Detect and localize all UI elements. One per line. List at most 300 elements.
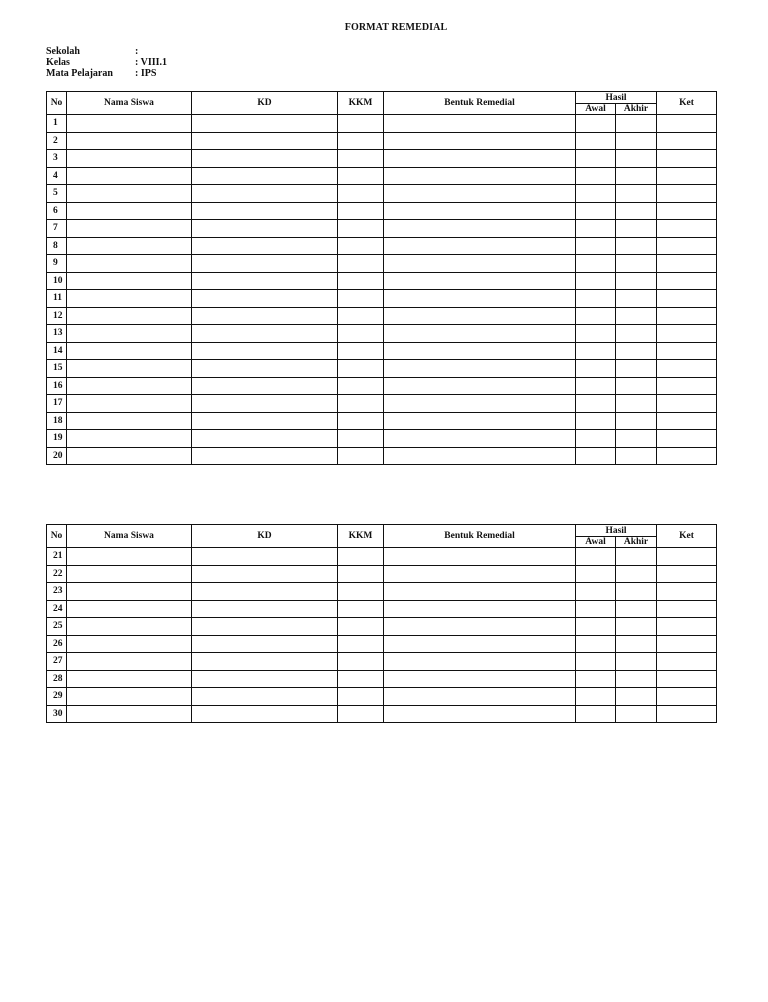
table-body-part2: [47, 548, 717, 723]
awal-cell: [576, 688, 616, 706]
kd-cell: [192, 255, 338, 273]
kkm-cell: [338, 202, 384, 220]
kd-cell: [192, 272, 338, 290]
nama-siswa-cell: [67, 447, 192, 465]
kkm-cell: [338, 618, 384, 636]
row-number: 14: [47, 342, 67, 360]
ket-cell: [657, 255, 717, 273]
info-value-mata-pelajaran: : IPS: [135, 68, 157, 79]
remedial-table-part1: [46, 91, 717, 465]
kd-cell: [192, 115, 338, 133]
akhir-cell: [616, 290, 657, 308]
bentuk-remedial-cell: [384, 167, 576, 185]
awal-cell: [576, 635, 616, 653]
kd-cell: [192, 412, 338, 430]
nama-siswa-cell: [67, 583, 192, 601]
row-number: 30: [47, 705, 67, 723]
bentuk-remedial-cell: [384, 272, 576, 290]
akhir-cell: [616, 583, 657, 601]
awal-cell: [576, 307, 616, 325]
ket-cell: [657, 688, 717, 706]
row-number: 22: [47, 565, 67, 583]
row-number: 20: [47, 447, 67, 465]
bentuk-remedial-cell: [384, 377, 576, 395]
awal-cell: [576, 272, 616, 290]
bentuk-remedial-cell: [384, 600, 576, 618]
header-kd: KD: [192, 525, 338, 548]
bentuk-remedial-cell: [384, 635, 576, 653]
bentuk-remedial-cell: [384, 430, 576, 448]
nama-siswa-cell: [67, 220, 192, 238]
row-number: 19: [47, 430, 67, 448]
table-row: [47, 325, 717, 343]
kd-cell: [192, 150, 338, 168]
akhir-cell: [616, 395, 657, 413]
kd-cell: [192, 290, 338, 308]
kkm-cell: [338, 583, 384, 601]
row-number: 29: [47, 688, 67, 706]
awal-cell: [576, 132, 616, 150]
awal-cell: [576, 705, 616, 723]
table-row: [47, 395, 717, 413]
awal-cell: [576, 395, 616, 413]
akhir-cell: [616, 272, 657, 290]
akhir-cell: [616, 255, 657, 273]
ket-cell: [657, 202, 717, 220]
bentuk-remedial-cell: [384, 255, 576, 273]
kkm-cell: [338, 272, 384, 290]
awal-cell: [576, 618, 616, 636]
ket-cell: [657, 447, 717, 465]
kkm-cell: [338, 688, 384, 706]
ket-cell: [657, 670, 717, 688]
table-row: [47, 290, 717, 308]
ket-cell: [657, 150, 717, 168]
kkm-cell: [338, 185, 384, 203]
kkm-cell: [338, 635, 384, 653]
nama-siswa-cell: [67, 670, 192, 688]
kd-cell: [192, 307, 338, 325]
awal-cell: [576, 167, 616, 185]
ket-cell: [657, 342, 717, 360]
table-row: [47, 618, 717, 636]
awal-cell: [576, 115, 616, 133]
akhir-cell: [616, 325, 657, 343]
info-block: [46, 46, 167, 79]
table-row: [47, 635, 717, 653]
akhir-cell: [616, 670, 657, 688]
kd-cell: [192, 395, 338, 413]
akhir-cell: [616, 115, 657, 133]
kd-cell: [192, 202, 338, 220]
bentuk-remedial-cell: [384, 325, 576, 343]
kkm-cell: [338, 237, 384, 255]
nama-siswa-cell: [67, 705, 192, 723]
akhir-cell: [616, 635, 657, 653]
ket-cell: [657, 290, 717, 308]
nama-siswa-cell: [67, 635, 192, 653]
bentuk-remedial-cell: [384, 688, 576, 706]
header-no: No: [47, 92, 67, 115]
bentuk-remedial-cell: [384, 618, 576, 636]
kkm-cell: [338, 653, 384, 671]
nama-siswa-cell: [67, 132, 192, 150]
ket-cell: [657, 430, 717, 448]
ket-cell: [657, 395, 717, 413]
awal-cell: [576, 360, 616, 378]
kd-cell: [192, 447, 338, 465]
table-row: [47, 447, 717, 465]
akhir-cell: [616, 688, 657, 706]
akhir-cell: [616, 132, 657, 150]
ket-cell: [657, 220, 717, 238]
ket-cell: [657, 325, 717, 343]
kd-cell: [192, 635, 338, 653]
kd-cell: [192, 583, 338, 601]
header-awal: Awal: [576, 537, 616, 548]
row-number: 25: [47, 618, 67, 636]
kd-cell: [192, 325, 338, 343]
akhir-cell: [616, 342, 657, 360]
kkm-cell: [338, 325, 384, 343]
bentuk-remedial-cell: [384, 220, 576, 238]
ket-cell: [657, 600, 717, 618]
akhir-cell: [616, 237, 657, 255]
table-row: [47, 185, 717, 203]
nama-siswa-cell: [67, 167, 192, 185]
row-number: 16: [47, 377, 67, 395]
kd-cell: [192, 237, 338, 255]
nama-siswa-cell: [67, 342, 192, 360]
header-akhir: Akhir: [616, 104, 657, 115]
kd-cell: [192, 430, 338, 448]
awal-cell: [576, 342, 616, 360]
nama-siswa-cell: [67, 395, 192, 413]
akhir-cell: [616, 220, 657, 238]
row-number: 9: [47, 255, 67, 273]
header-bentuk-remedial: Bentuk Remedial: [384, 92, 576, 115]
ket-cell: [657, 412, 717, 430]
bentuk-remedial-cell: [384, 548, 576, 566]
awal-cell: [576, 325, 616, 343]
kd-cell: [192, 565, 338, 583]
row-number: 23: [47, 583, 67, 601]
kkm-cell: [338, 220, 384, 238]
awal-cell: [576, 377, 616, 395]
table-row: [47, 237, 717, 255]
ket-cell: [657, 307, 717, 325]
akhir-cell: [616, 202, 657, 220]
kkm-cell: [338, 565, 384, 583]
kkm-cell: [338, 150, 384, 168]
kd-cell: [192, 688, 338, 706]
row-number: 18: [47, 412, 67, 430]
header-nama-siswa: Nama Siswa: [67, 92, 192, 115]
akhir-cell: [616, 565, 657, 583]
table-row: [47, 377, 717, 395]
row-number: 27: [47, 653, 67, 671]
kd-cell: [192, 600, 338, 618]
row-number: 3: [47, 150, 67, 168]
table-row: [47, 202, 717, 220]
table-row: [47, 653, 717, 671]
bentuk-remedial-cell: [384, 447, 576, 465]
bentuk-remedial-cell: [384, 115, 576, 133]
table-row: [47, 167, 717, 185]
table-row: [47, 688, 717, 706]
bentuk-remedial-cell: [384, 653, 576, 671]
nama-siswa-cell: [67, 565, 192, 583]
table-row: [47, 342, 717, 360]
row-number: 17: [47, 395, 67, 413]
header-ket: Ket: [657, 525, 717, 548]
nama-siswa-cell: [67, 150, 192, 168]
remedial-table-part2: [46, 524, 717, 723]
header-awal: Awal: [576, 104, 616, 115]
akhir-cell: [616, 360, 657, 378]
ket-cell: [657, 132, 717, 150]
kkm-cell: [338, 115, 384, 133]
awal-cell: [576, 412, 616, 430]
bentuk-remedial-cell: [384, 705, 576, 723]
table-body-part1: [47, 115, 717, 465]
bentuk-remedial-cell: [384, 670, 576, 688]
ket-cell: [657, 377, 717, 395]
awal-cell: [576, 150, 616, 168]
akhir-cell: [616, 653, 657, 671]
akhir-cell: [616, 548, 657, 566]
kkm-cell: [338, 255, 384, 273]
nama-siswa-cell: [67, 600, 192, 618]
header-no: No: [47, 525, 67, 548]
kkm-cell: [338, 412, 384, 430]
ket-cell: [657, 705, 717, 723]
info-label-sekolah: Sekolah: [46, 46, 80, 57]
table-row: [47, 600, 717, 618]
row-number: 6: [47, 202, 67, 220]
bentuk-remedial-cell: [384, 412, 576, 430]
row-number: 15: [47, 360, 67, 378]
nama-siswa-cell: [67, 653, 192, 671]
kkm-cell: [338, 600, 384, 618]
row-number: 28: [47, 670, 67, 688]
table-row: [47, 705, 717, 723]
table-row: [47, 115, 717, 133]
nama-siswa-cell: [67, 290, 192, 308]
akhir-cell: [616, 430, 657, 448]
nama-siswa-cell: [67, 272, 192, 290]
ket-cell: [657, 237, 717, 255]
row-number: 7: [47, 220, 67, 238]
header-kkm: KKM: [338, 525, 384, 548]
nama-siswa-cell: [67, 255, 192, 273]
nama-siswa-cell: [67, 202, 192, 220]
header-akhir: Akhir: [616, 537, 657, 548]
kkm-cell: [338, 290, 384, 308]
row-number: 21: [47, 548, 67, 566]
ket-cell: [657, 653, 717, 671]
awal-cell: [576, 430, 616, 448]
table-row: [47, 272, 717, 290]
kd-cell: [192, 132, 338, 150]
bentuk-remedial-cell: [384, 565, 576, 583]
kkm-cell: [338, 430, 384, 448]
nama-siswa-cell: [67, 548, 192, 566]
table-row: [47, 670, 717, 688]
table-row: [47, 132, 717, 150]
nama-siswa-cell: [67, 185, 192, 203]
table-row: [47, 565, 717, 583]
kd-cell: [192, 342, 338, 360]
kd-cell: [192, 548, 338, 566]
awal-cell: [576, 447, 616, 465]
bentuk-remedial-cell: [384, 202, 576, 220]
ket-cell: [657, 618, 717, 636]
ket-cell: [657, 635, 717, 653]
awal-cell: [576, 670, 616, 688]
row-number: 12: [47, 307, 67, 325]
header-kd: KD: [192, 92, 338, 115]
awal-cell: [576, 583, 616, 601]
nama-siswa-cell: [67, 618, 192, 636]
nama-siswa-cell: [67, 237, 192, 255]
kd-cell: [192, 185, 338, 203]
awal-cell: [576, 290, 616, 308]
row-number: 13: [47, 325, 67, 343]
nama-siswa-cell: [67, 412, 192, 430]
kkm-cell: [338, 705, 384, 723]
bentuk-remedial-cell: [384, 132, 576, 150]
kkm-cell: [338, 548, 384, 566]
awal-cell: [576, 653, 616, 671]
info-label-kelas: Kelas: [46, 57, 70, 68]
row-number: 2: [47, 132, 67, 150]
kd-cell: [192, 618, 338, 636]
akhir-cell: [616, 705, 657, 723]
awal-cell: [576, 237, 616, 255]
kkm-cell: [338, 360, 384, 378]
kkm-cell: [338, 342, 384, 360]
ket-cell: [657, 583, 717, 601]
table-row: [47, 307, 717, 325]
info-value-kelas: : VIII.1: [135, 57, 168, 68]
info-row-kelas: [46, 57, 167, 68]
kd-cell: [192, 360, 338, 378]
table-row: [47, 360, 717, 378]
row-number: 26: [47, 635, 67, 653]
table-row: [47, 150, 717, 168]
kkm-cell: [338, 167, 384, 185]
bentuk-remedial-cell: [384, 185, 576, 203]
kkm-cell: [338, 132, 384, 150]
kd-cell: [192, 705, 338, 723]
nama-siswa-cell: [67, 360, 192, 378]
info-row-sekolah: [46, 46, 167, 57]
awal-cell: [576, 600, 616, 618]
kkm-cell: [338, 670, 384, 688]
row-number: 8: [47, 237, 67, 255]
akhir-cell: [616, 150, 657, 168]
awal-cell: [576, 565, 616, 583]
page-title: FORMAT REMEDIAL: [344, 22, 448, 33]
akhir-cell: [616, 600, 657, 618]
ket-cell: [657, 185, 717, 203]
awal-cell: [576, 202, 616, 220]
nama-siswa-cell: [67, 430, 192, 448]
akhir-cell: [616, 167, 657, 185]
ket-cell: [657, 115, 717, 133]
row-number: 10: [47, 272, 67, 290]
nama-siswa-cell: [67, 688, 192, 706]
header-ket: Ket: [657, 92, 717, 115]
table-row: [47, 548, 717, 566]
kd-cell: [192, 377, 338, 395]
kd-cell: [192, 653, 338, 671]
akhir-cell: [616, 185, 657, 203]
akhir-cell: [616, 412, 657, 430]
bentuk-remedial-cell: [384, 237, 576, 255]
nama-siswa-cell: [67, 377, 192, 395]
awal-cell: [576, 255, 616, 273]
bentuk-remedial-cell: [384, 290, 576, 308]
akhir-cell: [616, 307, 657, 325]
ket-cell: [657, 167, 717, 185]
table-row: [47, 412, 717, 430]
header-bentuk-remedial: Bentuk Remedial: [384, 525, 576, 548]
row-number: 24: [47, 600, 67, 618]
kkm-cell: [338, 447, 384, 465]
awal-cell: [576, 220, 616, 238]
row-number: 5: [47, 185, 67, 203]
header-nama-siswa: Nama Siswa: [67, 525, 192, 548]
ket-cell: [657, 548, 717, 566]
row-number: 1: [47, 115, 67, 133]
info-row-mata-pelajaran: [46, 68, 167, 79]
kkm-cell: [338, 395, 384, 413]
header-kkm: KKM: [338, 92, 384, 115]
table-row: [47, 583, 717, 601]
row-number: 4: [47, 167, 67, 185]
kkm-cell: [338, 377, 384, 395]
ket-cell: [657, 360, 717, 378]
row-number: 11: [47, 290, 67, 308]
bentuk-remedial-cell: [384, 307, 576, 325]
bentuk-remedial-cell: [384, 395, 576, 413]
info-label-mata-pelajaran: Mata Pelajaran: [46, 68, 113, 79]
ket-cell: [657, 565, 717, 583]
ket-cell: [657, 272, 717, 290]
bentuk-remedial-cell: [384, 342, 576, 360]
kd-cell: [192, 167, 338, 185]
akhir-cell: [616, 377, 657, 395]
header-hasil: Hasil: [576, 525, 657, 537]
bentuk-remedial-cell: [384, 360, 576, 378]
nama-siswa-cell: [67, 115, 192, 133]
kd-cell: [192, 670, 338, 688]
nama-siswa-cell: [67, 325, 192, 343]
header-hasil: Hasil: [576, 92, 657, 104]
table-row: [47, 430, 717, 448]
bentuk-remedial-cell: [384, 150, 576, 168]
kd-cell: [192, 220, 338, 238]
info-value-sekolah: :: [135, 46, 139, 57]
table-row: [47, 255, 717, 273]
akhir-cell: [616, 447, 657, 465]
nama-siswa-cell: [67, 307, 192, 325]
bentuk-remedial-cell: [384, 583, 576, 601]
table-row: [47, 220, 717, 238]
akhir-cell: [616, 618, 657, 636]
